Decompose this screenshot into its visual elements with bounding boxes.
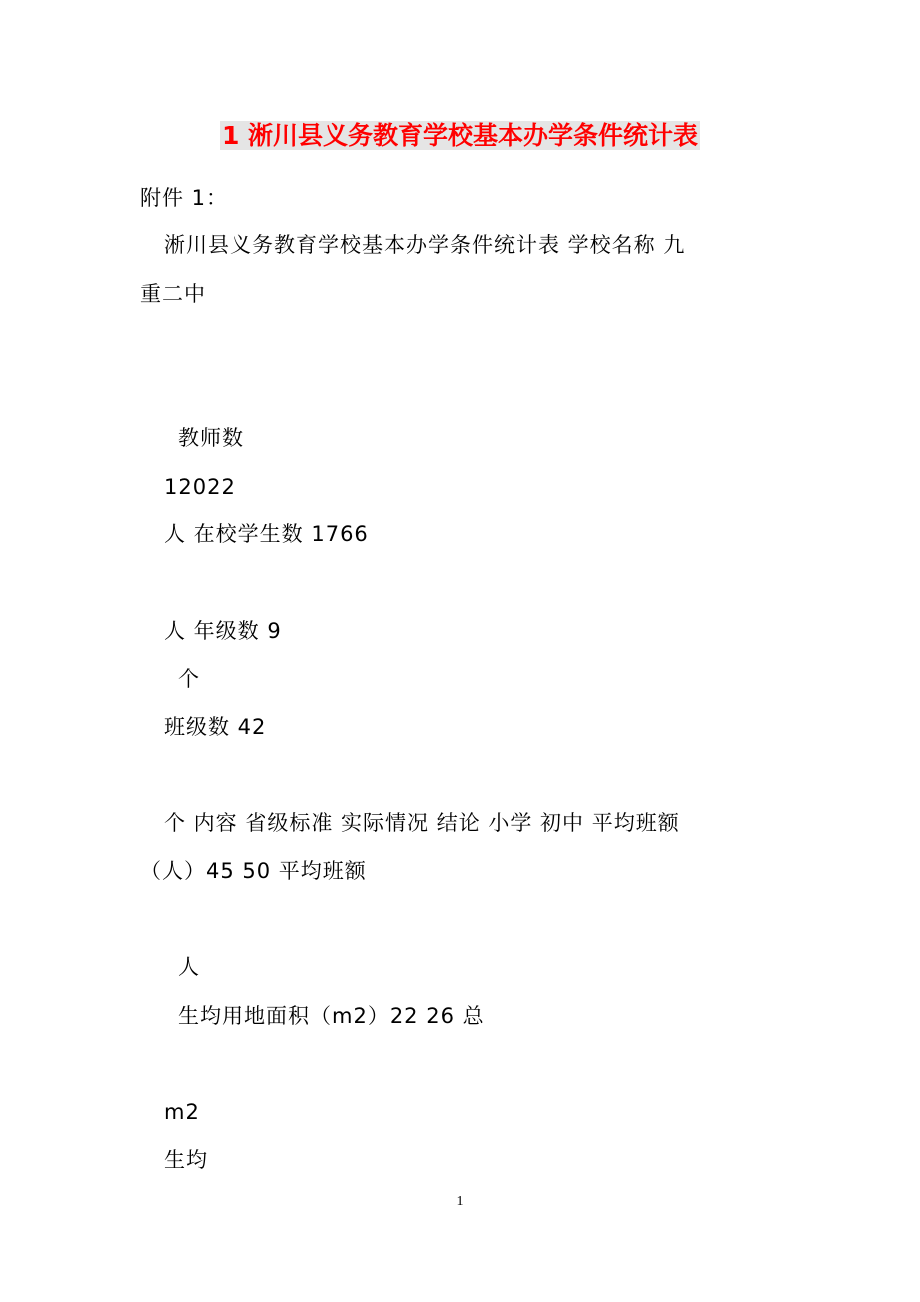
grade-count-line: 人 年级数 9 <box>164 619 282 643</box>
school-name-continuation: 重二中 <box>140 282 206 306</box>
area-unit-line: m2 <box>164 1100 200 1124</box>
class-count-line: 班级数 42 <box>164 715 267 739</box>
document-title-text: 1 淅川县义务教育学校基本办学条件统计表 <box>221 121 699 150</box>
person-unit-line: 人 <box>178 955 200 979</box>
teacher-count-label: 教师数 <box>178 426 244 450</box>
table-heading-line: 淅川县义务教育学校基本办学条件统计表 学校名称 九 <box>164 233 686 257</box>
teacher-count-value: 12022 <box>164 475 236 499</box>
grade-unit-line: 个 <box>178 667 200 691</box>
land-area-line: 生均用地面积（m2）22 26 总 <box>178 1004 485 1028</box>
attachment-label: 附件 1： <box>140 186 229 210</box>
page-number: 1 <box>456 1194 464 1209</box>
table-header-line: 个 内容 省级标准 实际情况 结论 小学 初中 平均班额 <box>164 811 680 835</box>
average-class-size-line: （人）45 50 平均班额 <box>140 859 367 883</box>
document-title <box>0 116 920 156</box>
student-count-line: 人 在校学生数 1766 <box>164 522 369 546</box>
per-student-line: 生均 <box>164 1148 208 1172</box>
